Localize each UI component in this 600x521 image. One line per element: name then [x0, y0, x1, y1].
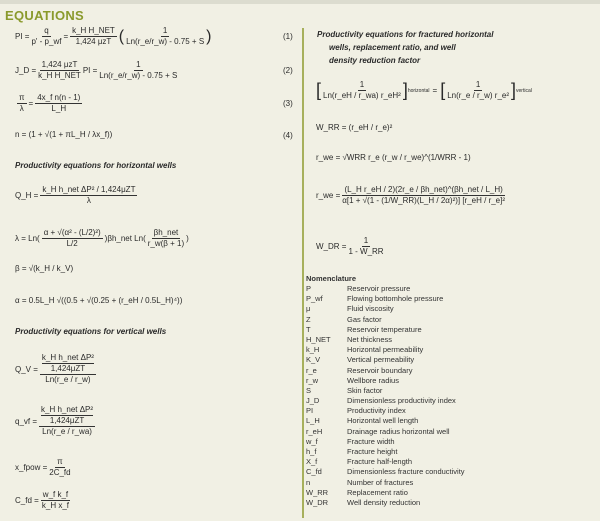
denominator: Ln(r_e / r_wa) — [42, 427, 92, 436]
nomenclature-heading: Nomenclature — [306, 274, 357, 283]
denominator: Ln(r_e / r_w) — [45, 375, 91, 384]
numerator: k_H H_NET — [72, 26, 115, 35]
denominator: L/2 — [66, 239, 78, 248]
eq-lhs: Q_V = — [15, 364, 38, 374]
eq-lhs: J_D = — [15, 66, 37, 75]
nomenclature-definition: Dimensionless fracture conductivity — [347, 467, 465, 477]
nomenclature-definition: Gas factor — [347, 314, 382, 324]
numerator: k_H h_net ΔP² — [41, 353, 94, 362]
nomenclature-symbol: n — [306, 477, 311, 487]
section-heading-fractured — [317, 28, 493, 67]
nomenclature-definition: Vertical permeability — [347, 355, 415, 365]
nomenclature-item — [306, 478, 465, 488]
equation-number: (2) — [283, 66, 293, 75]
equation-wdr — [316, 236, 386, 257]
eq-lhs: q_vf = — [15, 416, 38, 426]
numerator: 4x_f n(n - 1) — [37, 93, 81, 102]
numerator: w_f k_f — [42, 490, 69, 499]
nomenclature-definition: Drainage radius horizontal well — [347, 426, 450, 436]
nomenclature-item — [306, 315, 465, 325]
numerator: βh_net — [153, 228, 179, 237]
nomenclature-item — [306, 294, 465, 304]
nomenclature-item — [306, 355, 465, 365]
equation-number: (3) — [283, 99, 293, 108]
numerator: 1 — [363, 236, 369, 245]
nomenclature-definition: Fracture half-length — [347, 457, 413, 467]
nomenclature-definition: Net thickness — [347, 334, 393, 344]
eq-lhs: r_we = — [316, 191, 341, 200]
nomenclature-definition: Reservoir boundary — [347, 365, 413, 375]
eq-lhs: PI = — [15, 32, 30, 41]
nomenclature-item — [306, 284, 465, 294]
nomenclature-definition: Flowing bottomhole pressure — [347, 294, 444, 304]
nomenclature-symbol: T — [306, 324, 311, 334]
equation-equality: [ $\frac{1}{\text{Ln(r\_eH / r\_wa) r\_eH²}}$ ] horizontal = [ $\frac{1}{\text{Ln(r\_e / r\_w) r\_e²}}$ ] vertical — [316, 80, 532, 100]
nomenclature-item — [306, 406, 465, 416]
equation-qv — [15, 353, 98, 385]
page-title: EQUATIONS — [5, 8, 85, 23]
denominator: 2C_fd — [49, 468, 71, 477]
fraction — [447, 80, 509, 101]
equation-wrr: W_RR = (r_eH / r_e)² — [316, 123, 393, 132]
equation-4: n = (1 + √(1 + πL_H / λx_f)) — [15, 130, 113, 139]
nomenclature-definition: Skin factor — [347, 385, 383, 395]
nomenclature-item — [306, 457, 465, 467]
eq-text: )βh_net Ln( — [104, 234, 146, 243]
fraction — [148, 228, 184, 249]
nomenclature-definition: Reservoir pressure — [347, 284, 411, 293]
nomenclature-symbol: PI — [306, 406, 314, 416]
numerator: k_H h_net ΔP² — [41, 405, 94, 414]
numerator: π — [57, 457, 63, 466]
numerator: k_H h_net ΔP² / 1,424μZT — [42, 185, 136, 194]
nomenclature-definition: Fracture width — [347, 436, 395, 446]
denominator: λ — [86, 196, 91, 205]
equation-beta: β = √(k_H / k_V) — [15, 264, 74, 273]
eq-text: = — [63, 32, 69, 41]
nomenclature-item — [306, 396, 465, 406]
section-heading-vertical: Productivity equations for vertical wells — [15, 327, 167, 336]
equation-3 — [15, 93, 84, 114]
nomenclature-item — [306, 498, 465, 508]
fraction — [31, 26, 61, 47]
eq-text: ) — [186, 234, 189, 243]
nomenclature-item — [306, 467, 465, 477]
equation-rwe: r_we = √WRR r_e (r_w / r_we)^(1/WRR - 1) — [316, 153, 471, 162]
nomenclature-symbol: w_f — [306, 436, 318, 446]
subscript: vertical — [516, 87, 532, 94]
nomenclature-item — [306, 366, 465, 376]
fraction — [42, 228, 103, 249]
nomenclature-definition: Fluid viscosity — [347, 304, 394, 314]
nomenclature-item — [306, 386, 465, 396]
numerator: 1,424μZT — [50, 364, 86, 373]
nomenclature-symbol: r_e — [306, 365, 317, 375]
denominator: p' - p_wf — [31, 37, 62, 46]
nomenclature-definition: Reservoir temperature — [347, 324, 422, 334]
eq-lhs: λ = Ln( — [15, 234, 40, 243]
nomenclature-definition: Wellbore radius — [347, 375, 399, 385]
nomenclature-symbol: H_NET — [306, 334, 331, 344]
nomenclature-definition: Number of fractures — [347, 477, 414, 487]
denominator: λ — [19, 104, 24, 113]
equation-rwe-2 — [316, 185, 507, 206]
heading-line: wells, replacement ratio, and well — [329, 43, 456, 52]
denominator: Ln(r_e/r_w) - 0.75 + S — [126, 37, 205, 46]
nomenclature-item — [306, 325, 465, 335]
nomenclature-item — [306, 376, 465, 386]
nomenclature-definition: Well density reduction — [347, 497, 421, 507]
nomenclature-symbol: P_wf — [306, 294, 323, 304]
nomenclature-symbol: W_RR — [306, 487, 329, 497]
equation-qvf — [15, 405, 97, 437]
nomenclature-symbol: r_w — [306, 375, 319, 385]
eq-text: = — [28, 99, 34, 108]
equation-2 — [15, 60, 179, 81]
nomenclature-definition: Horizontal well length — [347, 416, 419, 426]
denominator: 1 - W_RR — [348, 247, 384, 256]
denominator: Ln(r_e/r_w) - 0.75 + S — [99, 71, 178, 80]
fraction — [342, 185, 505, 206]
heading-line: Productivity equations for fractured horizontal — [317, 30, 494, 39]
nomenclature-item — [306, 345, 465, 355]
nomenclature-item — [306, 437, 465, 447]
numerator: 1,424 μzT — [41, 60, 78, 69]
subscript: horizontal — [407, 87, 430, 94]
nomenclature-symbol: h_f — [306, 447, 317, 456]
nomenclature-item — [306, 335, 465, 345]
numerator: (L_H r_eH / 2)(2r_e / βh_net)^(βh_net / L_H) — [344, 185, 503, 194]
top-border — [0, 0, 600, 4]
denominator: L_H — [51, 104, 67, 113]
nomenclature-definition: Fracture height — [347, 447, 398, 456]
nomenclature-definition: Productivity index — [347, 406, 406, 416]
denominator: k_H x_f — [41, 501, 70, 510]
equation-number: (1) — [283, 32, 293, 41]
fraction — [99, 60, 177, 81]
numerator: 1 — [359, 80, 365, 89]
numerator: α + √(α² - (L/2)²) — [43, 228, 101, 237]
nomenclature-symbol: W_DR — [306, 497, 329, 507]
eq-text: PI = — [82, 66, 98, 75]
equation-cfd — [15, 490, 72, 511]
denominator: Ln(r_e / r_w) r_e² — [447, 91, 510, 100]
nomenclature-symbol: S — [306, 385, 312, 395]
equation-alpha: α = 0.5L_H √((0.5 + √(0.25 + (r_eH / 0.5L_H)⁴)) — [15, 296, 183, 305]
fraction — [38, 60, 81, 81]
fraction — [35, 93, 82, 114]
nomenclature-symbol: L_H — [306, 416, 320, 426]
nomenclature-symbol: C_fd — [306, 467, 322, 477]
nomenclature-item — [306, 488, 465, 498]
equation-1: PI = $\frac{q}{p' - p\_wf}$ = k_H H_NET 1,424 μzT ( $\frac{1}{Ln(r\_e/r\_w) - 0.75 + S}$ ) — [15, 26, 212, 46]
fraction — [41, 490, 70, 511]
equation-number: (4) — [283, 131, 293, 140]
nomenclature-symbol: X_f — [306, 457, 318, 467]
eq-lhs: Q_H = — [15, 191, 39, 200]
nomenclature-symbol: Z — [306, 314, 311, 324]
nomenclature-item — [306, 304, 465, 314]
numerator: 1 — [136, 60, 141, 69]
fraction — [323, 80, 401, 101]
column-divider — [302, 28, 304, 518]
nomenclature-symbol: J_D — [306, 396, 320, 406]
equation-qh — [15, 185, 139, 206]
numerator: π — [19, 93, 25, 102]
fraction — [348, 236, 383, 257]
nomenclature-symbol: μ — [306, 304, 311, 314]
section-heading-horizontal: Productivity equations for horizontal wells — [15, 161, 177, 170]
nomenclature-symbol: r_eH — [306, 426, 323, 436]
eq-lhs: C_fd = — [15, 496, 39, 505]
fraction — [126, 26, 204, 47]
fraction — [70, 26, 117, 47]
nomenclature-definition: Dimensionless productivity index — [347, 396, 456, 406]
equation-lambda — [15, 228, 189, 249]
denominator: k_H H_NET — [38, 71, 81, 80]
numerator: 1 — [475, 80, 481, 89]
eq-text: = — [432, 86, 438, 95]
fraction — [40, 353, 96, 385]
fraction — [17, 93, 27, 114]
denominator: 1,424 μzT — [75, 37, 112, 46]
nomenclature-symbol: K_V — [306, 355, 321, 365]
denominator: Ln(r_eH / r_wa) r_eH² — [323, 91, 401, 100]
denominator: r_w(β + 1) — [147, 239, 185, 248]
nomenclature-item — [306, 416, 465, 426]
equation-xfpow — [15, 457, 73, 478]
nomenclature-definition: Horizontal permeability — [347, 345, 424, 355]
denominator: α[1 + √(1 - (1/W_RR)(L_H / 2α)²)] [r_eH / r_e]² — [342, 196, 506, 205]
nomenclature-item — [306, 447, 465, 457]
numerator: q — [44, 26, 49, 35]
numerator: 1,424μZT — [49, 416, 85, 425]
nomenclature-symbol: k_H — [306, 345, 320, 355]
fraction — [40, 185, 137, 206]
eq-lhs: W_DR = — [316, 242, 347, 251]
nomenclature-item — [306, 427, 465, 437]
heading-line: density reduction factor — [329, 56, 421, 65]
nomenclature-symbol: P — [306, 284, 312, 293]
eq-lhs: x_fpow = — [15, 463, 48, 472]
nomenclature-definition: Replacement ratio — [347, 487, 408, 497]
fraction — [39, 405, 95, 437]
nomenclature — [306, 274, 465, 508]
fraction — [49, 457, 70, 478]
numerator: 1 — [162, 26, 168, 35]
